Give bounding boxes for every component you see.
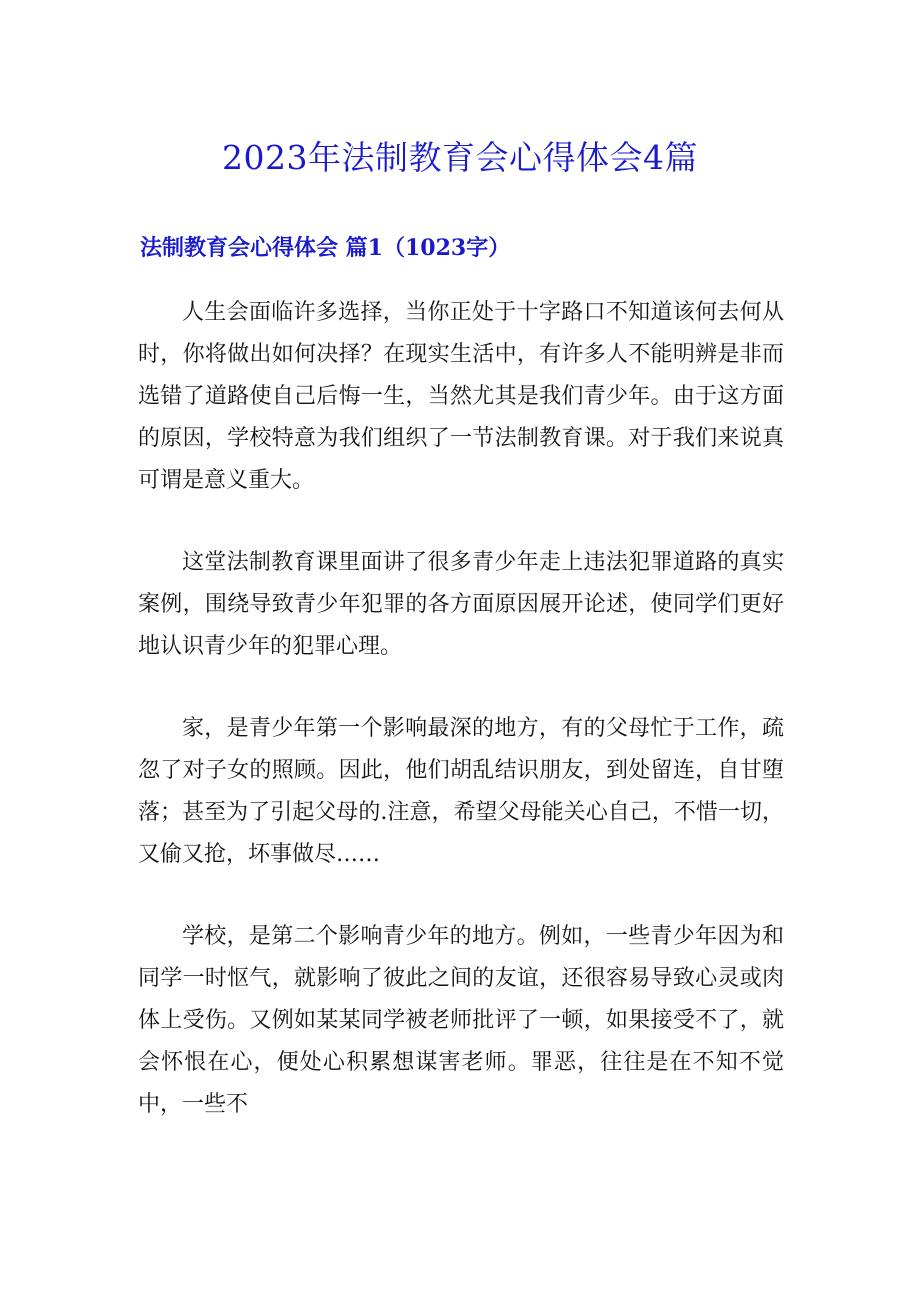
section-heading: 法制教育会心得体会 篇1（1023字） [140, 235, 511, 261]
document-title: 2023年法制教育会心得体会4篇 [222, 138, 698, 177]
document-body [138, 292, 784, 1166]
paragraph-4: 学校，是第二个影响青少年的地方。例如，一些青少年因为和同学一时怄气，就影响了彼此之间的友谊，还很容易导致心灵或肉体上受伤。又例如某某同学被老师批评了一顿，如果接受不了，就会怀恨在心，便处心积累想谋害老师。罪恶，往往是在不知不觉中，一些不 [138, 924, 784, 1117]
paragraph-1: 人生会面临许多选择，当你正处于十字路口不知道该何去何从时，你将做出如何决择？在现实生活中，有许多人不能明辨是非而选错了道路使自己后悔一生，当然尤其是我们青少年。由于这方面的原因，学校特意为我们组织了一节法制教育课。对于我们来说真可谓是意义重大。 [138, 300, 784, 493]
paragraph-3: 家，是青少年第一个影响最深的地方，有的父母忙于工作，疏忽了对子女的照顾。因此，他们胡乱结识朋友，到处留连，自甘堕落；甚至为了引起父母的.注意，希望父母能关心自己，不惜一切，又偷又抢，坏事做尽…… [138, 716, 784, 867]
paragraph-2: 这堂法制教育课里面讲了很多青少年走上违法犯罪道路的真实案例，围绕导致青少年犯罪的各方面原因展开论述，使同学们更好地认识青少年的犯罪心理。 [138, 550, 784, 659]
